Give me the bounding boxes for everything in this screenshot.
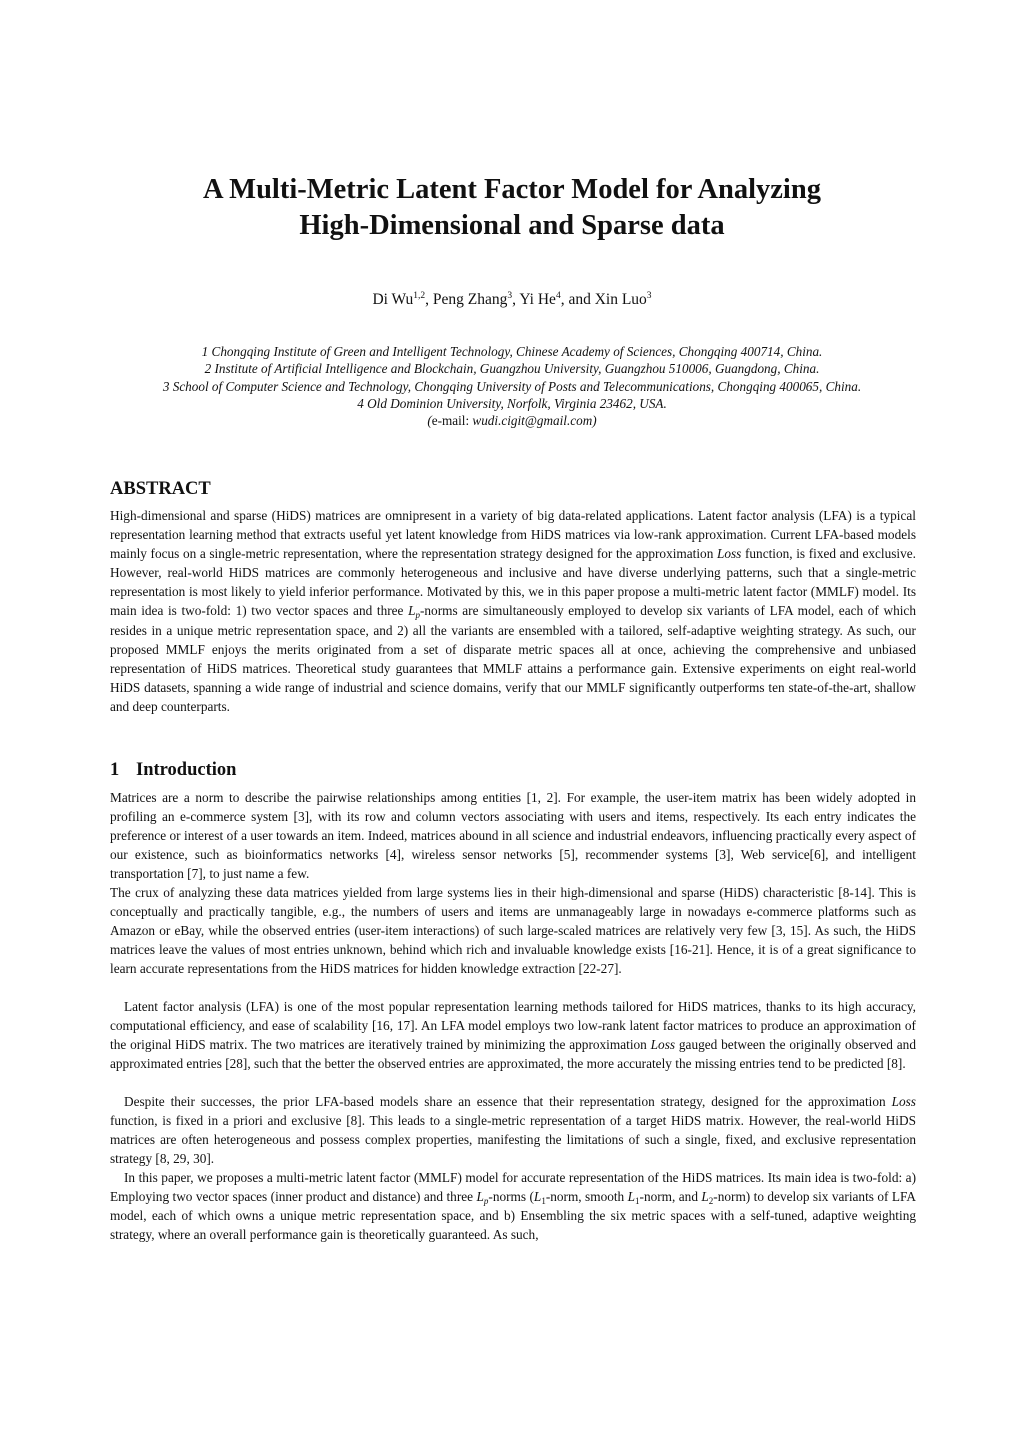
loss-term: Loss <box>650 1037 676 1053</box>
author-separator: , <box>425 291 433 308</box>
text-run: In this paper, we proposes a multi-metric latent factor (MMLF) model for accurate representation of the HiDS matrices. Its main idea is two-fold: a) Employing two vector spaces (inner product and distance) and three <box>110 1170 916 1205</box>
abstract-heading: ABSTRACT <box>110 479 211 499</box>
author-affil-sup: 3 <box>507 291 513 301</box>
lp-norm-symbol: L <box>476 1189 484 1205</box>
section-number: 1 <box>110 760 120 780</box>
lp-norm-symbol: L <box>408 603 416 619</box>
author-name: Di Wu <box>372 291 414 308</box>
email-address: wudi.cigit@gmail.com) <box>472 413 597 429</box>
author-separator: , <box>512 291 520 308</box>
loss-term: Loss <box>891 1094 916 1109</box>
paper-title <box>110 172 914 244</box>
loss-term: Loss <box>716 546 742 562</box>
l1-norm-symbol: L <box>533 1189 542 1205</box>
l2-norm-symbol: L <box>701 1189 709 1205</box>
abstract-paragraph <box>110 506 916 716</box>
intro-paragraph-5 <box>110 1168 916 1244</box>
author-name: Xin Luo <box>594 291 647 308</box>
text-run: -norm, and <box>639 1189 702 1205</box>
smooth-l1-norm-subscript: 1 <box>635 1196 640 1207</box>
text-run: High-dimensional and sparse (HiDS) matrices are omnipresent in a variety of big data-related applications. Latent factor analysis (LFA) is a typical representation learning method that extracts useful yet latent knowledge from HiDS matrices via low-rank approximation. Current LFA-based models mainly focus on a single-metric representation, where the representation strategy designed for the approximation <box>110 508 916 562</box>
intro-paragraph-3 <box>110 997 916 1073</box>
text-run: gauged between the originally observed and approximated entries [28], such that the better the observed entries are approximated, the more accurately the missing entries tend to be predicted [8]. <box>110 1037 916 1072</box>
author-name: Peng Zhang <box>432 291 508 308</box>
l2-norm-subscript: 2 <box>708 1196 714 1207</box>
l1-norm-subscript: 1 <box>541 1196 546 1207</box>
author-name: Yi He <box>519 291 556 308</box>
text-run: -norm, smooth <box>545 1189 628 1205</box>
affiliation-line: 3 School of Computer Science and Technology, Chongqing University of Posts and Telecommunications, Chongqing 400065, China. <box>162 378 862 394</box>
text-run: -norms are simultaneously employed to develop six variants of LFA model, each of which resides in a unique metric representation space, and 2) all the variants are ensembled with a tailored, self-adaptive weighting strategy. As such, our proposed MMLF enjoys the merits originated from a set of disparate metric spaces all at once, achieving the comprehensive and unbiased representation of HiDS matrices. Theoretical study guarantees that MMLF attains a performance gain. Extensive experiments on eight real-world HiDS datasets, spanning a wide range of industrial and science domains, verify that our MMLF significantly outperforms ten state-of-the-art, shallow and deep counterparts. <box>110 603 916 714</box>
author-affil-sup: 1,2 <box>413 291 426 301</box>
title-line-2: High-Dimensional and Sparse data <box>299 210 725 241</box>
contact-email <box>60 412 964 429</box>
author-separator: , and <box>560 291 595 308</box>
lp-norm-subscript: p <box>483 1196 489 1207</box>
section-title: Introduction <box>136 760 237 780</box>
affiliation-line: 2 Institute of Artificial Intelligence and Blockchain, Guangzhou University, Guangzhou 510006, Guangdong, China. <box>204 361 820 377</box>
intro-paragraph-4 <box>110 1092 916 1168</box>
author-affil-sup: 3 <box>646 291 652 301</box>
text-run: function, is fixed in a priori and exclusive [8]. This leads to a single-metric representation of a target HiDS matrix. However, the real-world HiDS matrices are often heterogeneous and possess complex properties, manifesting the limitations of such a single, fixed, and exclusive representation strategy [8, 29, 30]. <box>110 1113 916 1167</box>
email-open-paren: ( <box>427 413 432 429</box>
affiliations <box>60 343 964 429</box>
text-run: function, is fixed and exclusive. However, real-world HiDS matrices are commonly heterogeneous and inclusive and have diverse underlying patterns, such that a single-metric representation is most likely to yield inferior performance. Motivated by this, we in this paper propose a multi-metric latent factor (MMLF) model. Its main idea is two-fold: 1) two vector spaces and three <box>110 546 916 619</box>
text-run: -norm) to develop six variants of LFA model, each of which owns a unique metric representation space, and b) Ensembling the six metric spaces with a self-tuned, adaptive weighting strategy, where an overall performance gain is theoretically guaranteed. As such, <box>110 1189 916 1243</box>
text-run: Despite their successes, the prior LFA-based models share an essence that their representation strategy, designed for the approximation <box>124 1094 892 1109</box>
text-run: Latent factor analysis (LFA) is one of the most popular representation learning methods tailored for HiDS matrices, thanks to its high accuracy, computational efficiency, and ease of scalability [16, 17]. An LFA model employs two low-rank latent factor matrices to produce an approximation of the original HiDS matrix. The two matrices are iteratively trained by minimizing the approximation <box>110 999 916 1053</box>
smooth-l1-norm-symbol: L <box>627 1189 636 1205</box>
author-affil-sup: 4 <box>555 291 561 301</box>
lp-norm-subscript: p <box>415 610 420 621</box>
email-label: e-mail: <box>431 413 473 429</box>
affiliation-line: 1 Chongqing Institute of Green and Intelligent Technology, Chinese Academy of Sciences, Chongqing 400714, China. <box>201 344 823 359</box>
intro-paragraph-2: The crux of analyzing these data matrices yielded from large systems lies in their high-dimensional and sparse (HiDS) characteristic [8-14]. This is conceptually and practically tangible, e.g., the numbers of users and items are unmanageably large in nowadays e-commerce platforms such as Amazon or eBay, while the observed entries (user-item interactions) of such large-scaled matrices are relatively very few [3, 15]. As such, the HiDS matrices leave the values of most entries unknown, behind which rich and invaluable knowledge exists [16-21]. Hence, it is of a great significance to learn accurate representations from the HiDS matrices for hidden knowledge extraction [22-27]. <box>110 885 916 977</box>
title-line-1: A Multi-Metric Latent Factor Model for Analyzing <box>203 174 821 205</box>
section-heading-introduction <box>110 760 236 781</box>
intro-paragraph-1: Matrices are a norm to describe the pairwise relationships among entities [1, 2]. For example, the user-item matrix has been widely adopted in profiling an e-commerce system [3], with its row and column vectors associating with users and items, respectively. Its each entry indicates the preference or interest of a user towards an item. Indeed, matrices abound in all science and industrial endeavors, influencing practically every aspect of our existence, such as bioinformatics networks [4], wireless sensor networks [5], recommender systems [3], Web service[6], and intelligent transportation [7], to just name a few. <box>110 790 916 882</box>
text-run: -norms ( <box>488 1189 534 1205</box>
affiliation-line: 4 Old Dominion University, Norfolk, Virginia 23462, USA. <box>357 395 667 411</box>
author-list <box>110 291 914 309</box>
